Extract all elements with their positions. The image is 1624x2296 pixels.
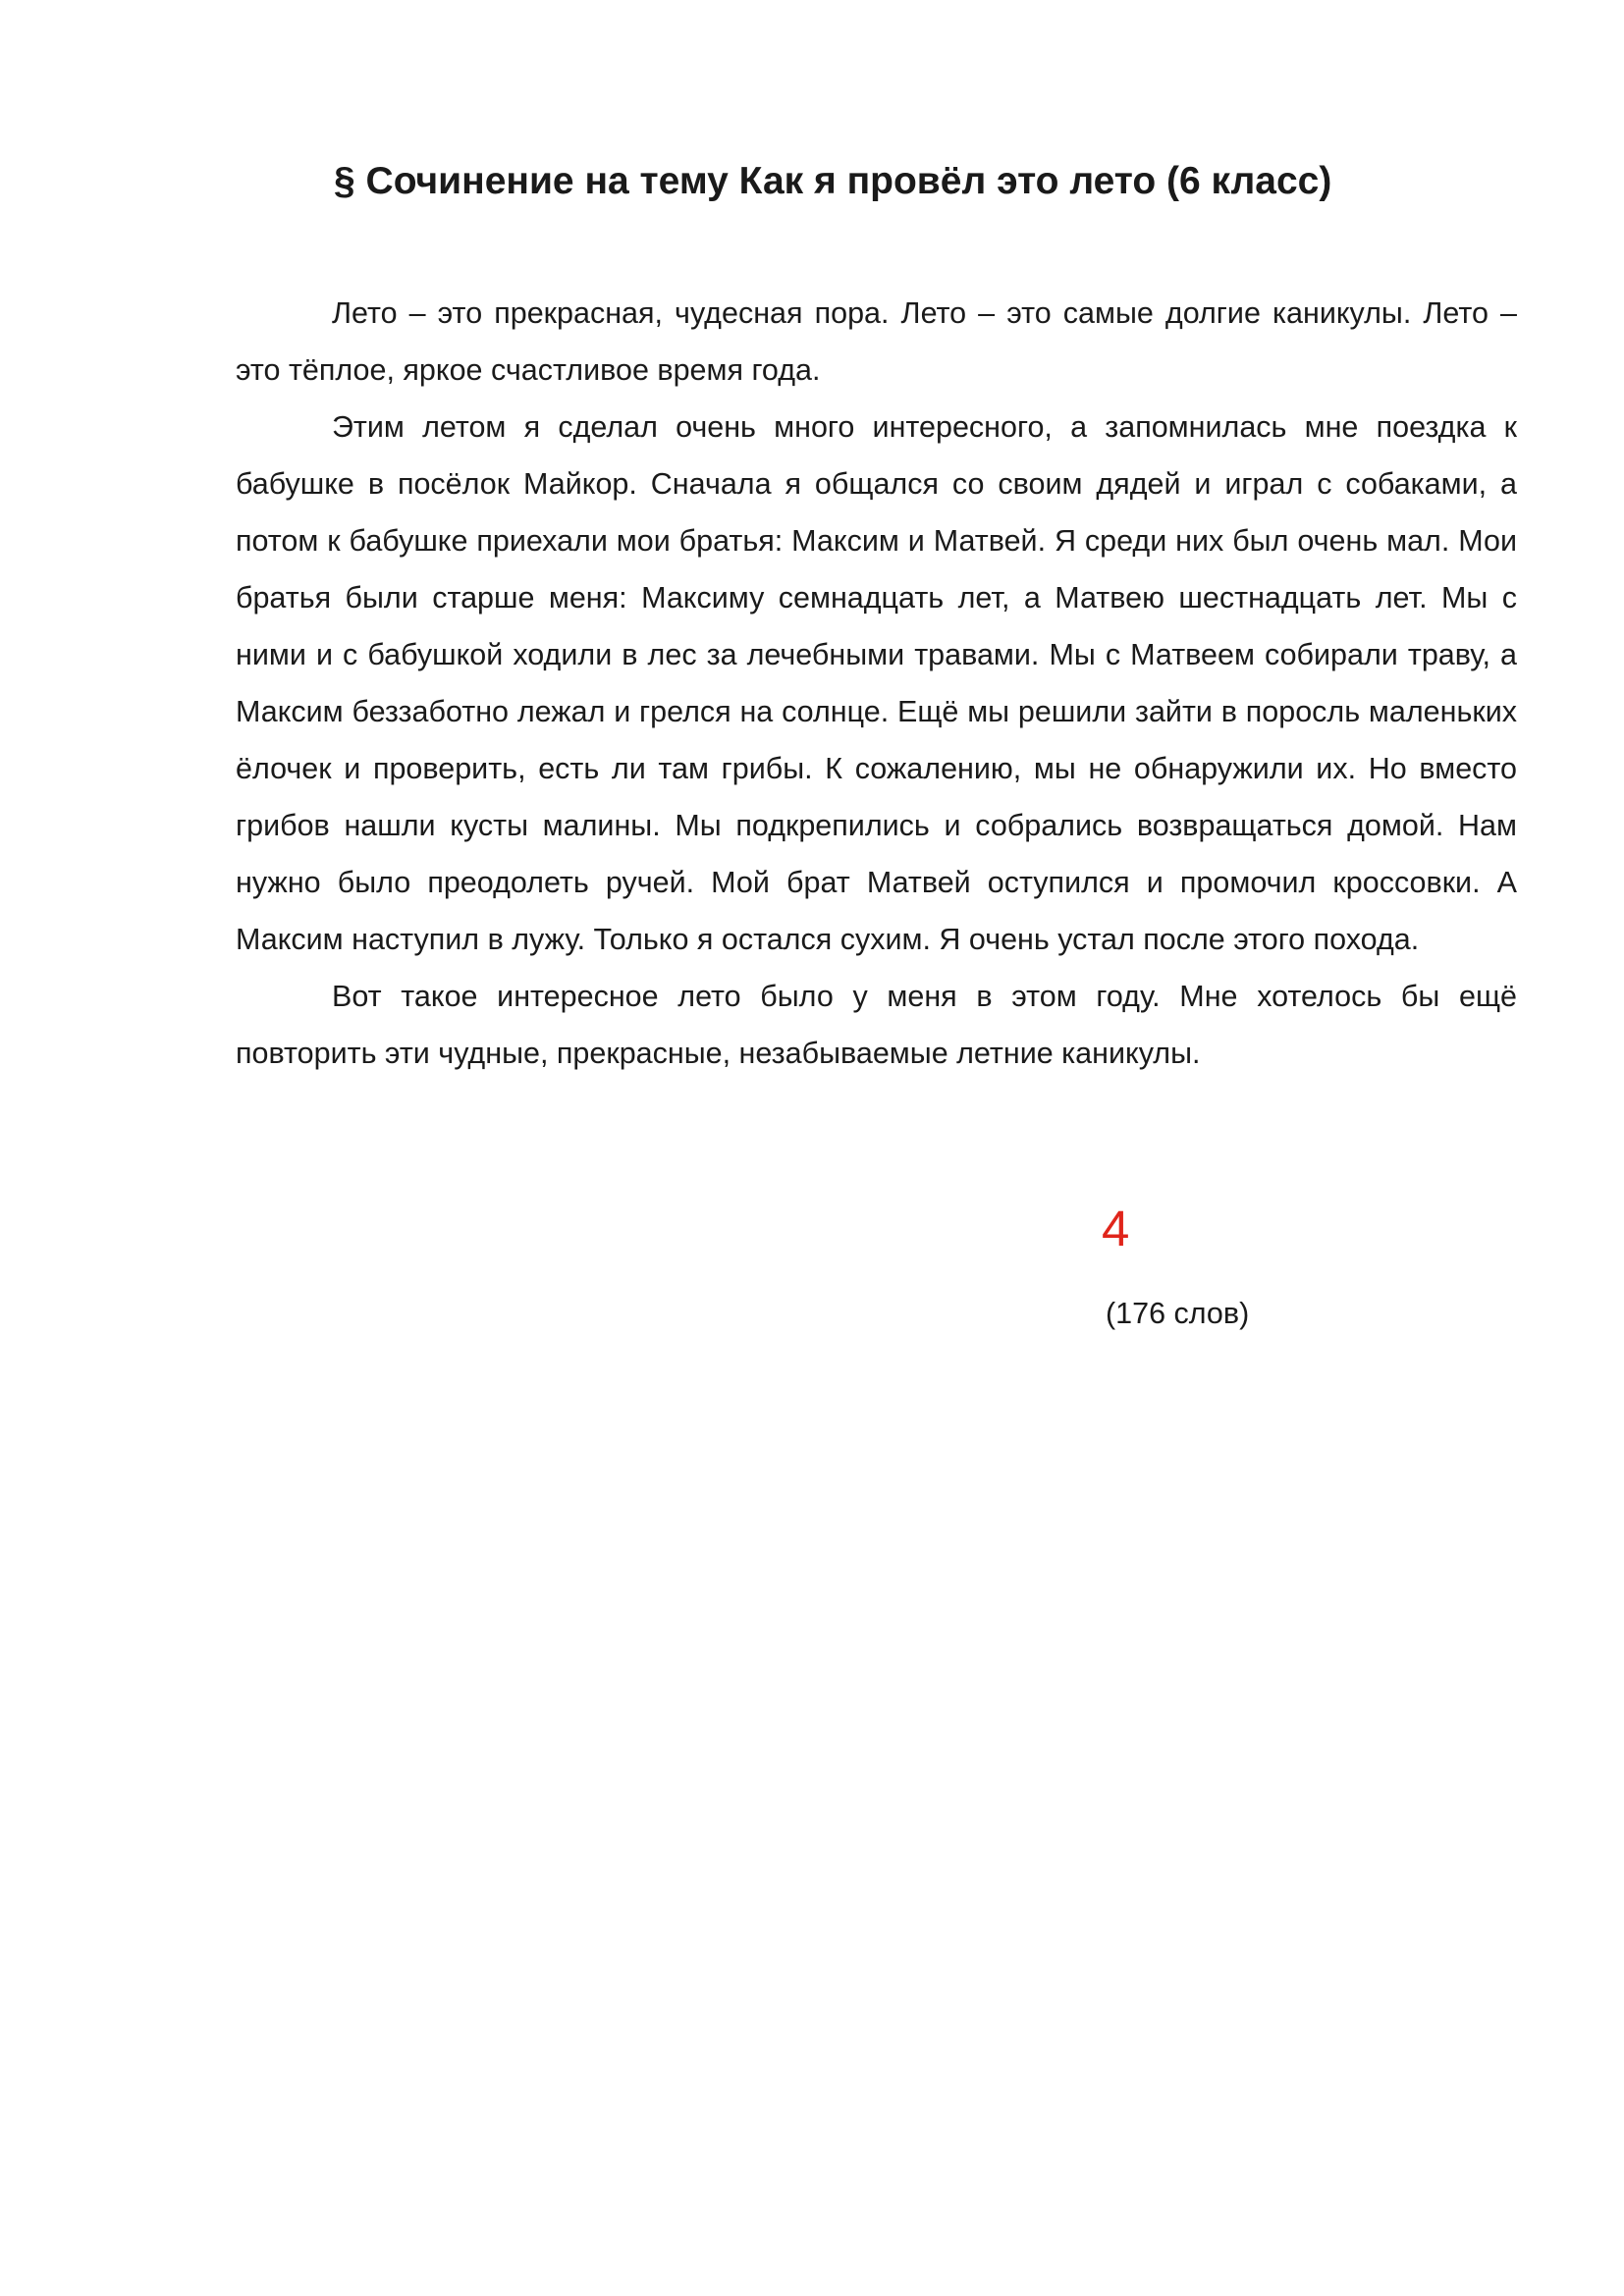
page-title: § Сочинение на тему Как я провёл это лето (6 класс) [334, 160, 1332, 202]
word-count: (176 слов) [1106, 1297, 1250, 1330]
essay-paragraph-3: Вот такое интересное лето было у меня в этом году. Мне хотелось бы ещё повторить эти чудные, прекрасные, незабываемые летние каникулы. [236, 980, 1517, 1070]
essay-paragraph-2: Этим летом я сделал очень много интересного, а запомнилась мне поездка к бабушке в посёлок Майкор. Сначала я общался со своим дядей и играл с собаками, а потом к бабушке приехали мои братья: Максим и Матвей. Я среди них был очень мал. Мои братья были старше меня: Максиму семнадцать лет, а Матвею шестнадцать лет. Мы с ними и с бабушкой ходили в лес за лечебными травами. Мы с Матвеем собирали траву, а Максим беззаботно лежал и грелся на солнце. Ещё мы решили зайти в поросль маленьких ёлочек и проверить, есть ли там грибы. К сожалению, мы не обнаружили их. Но вместо грибов нашли кусты малины. Мы подкрепились и собрались возвращаться домой. Нам нужно было преодолеть ручей. Мой брат Матвей оступился и промочил кроссовки. А Максим наступил в лужу. Только я остался сухим. Я очень устал после этого похода. [236, 410, 1517, 956]
essay-paragraph-1: Лето – это прекрасная, чудесная пора. Лето – это самые долгие каникулы. Лето – это тёплое, яркое счастливое время года. [236, 296, 1517, 387]
essay-body [236, 285, 1517, 1082]
grade-mark: 4 [1102, 1201, 1130, 1256]
